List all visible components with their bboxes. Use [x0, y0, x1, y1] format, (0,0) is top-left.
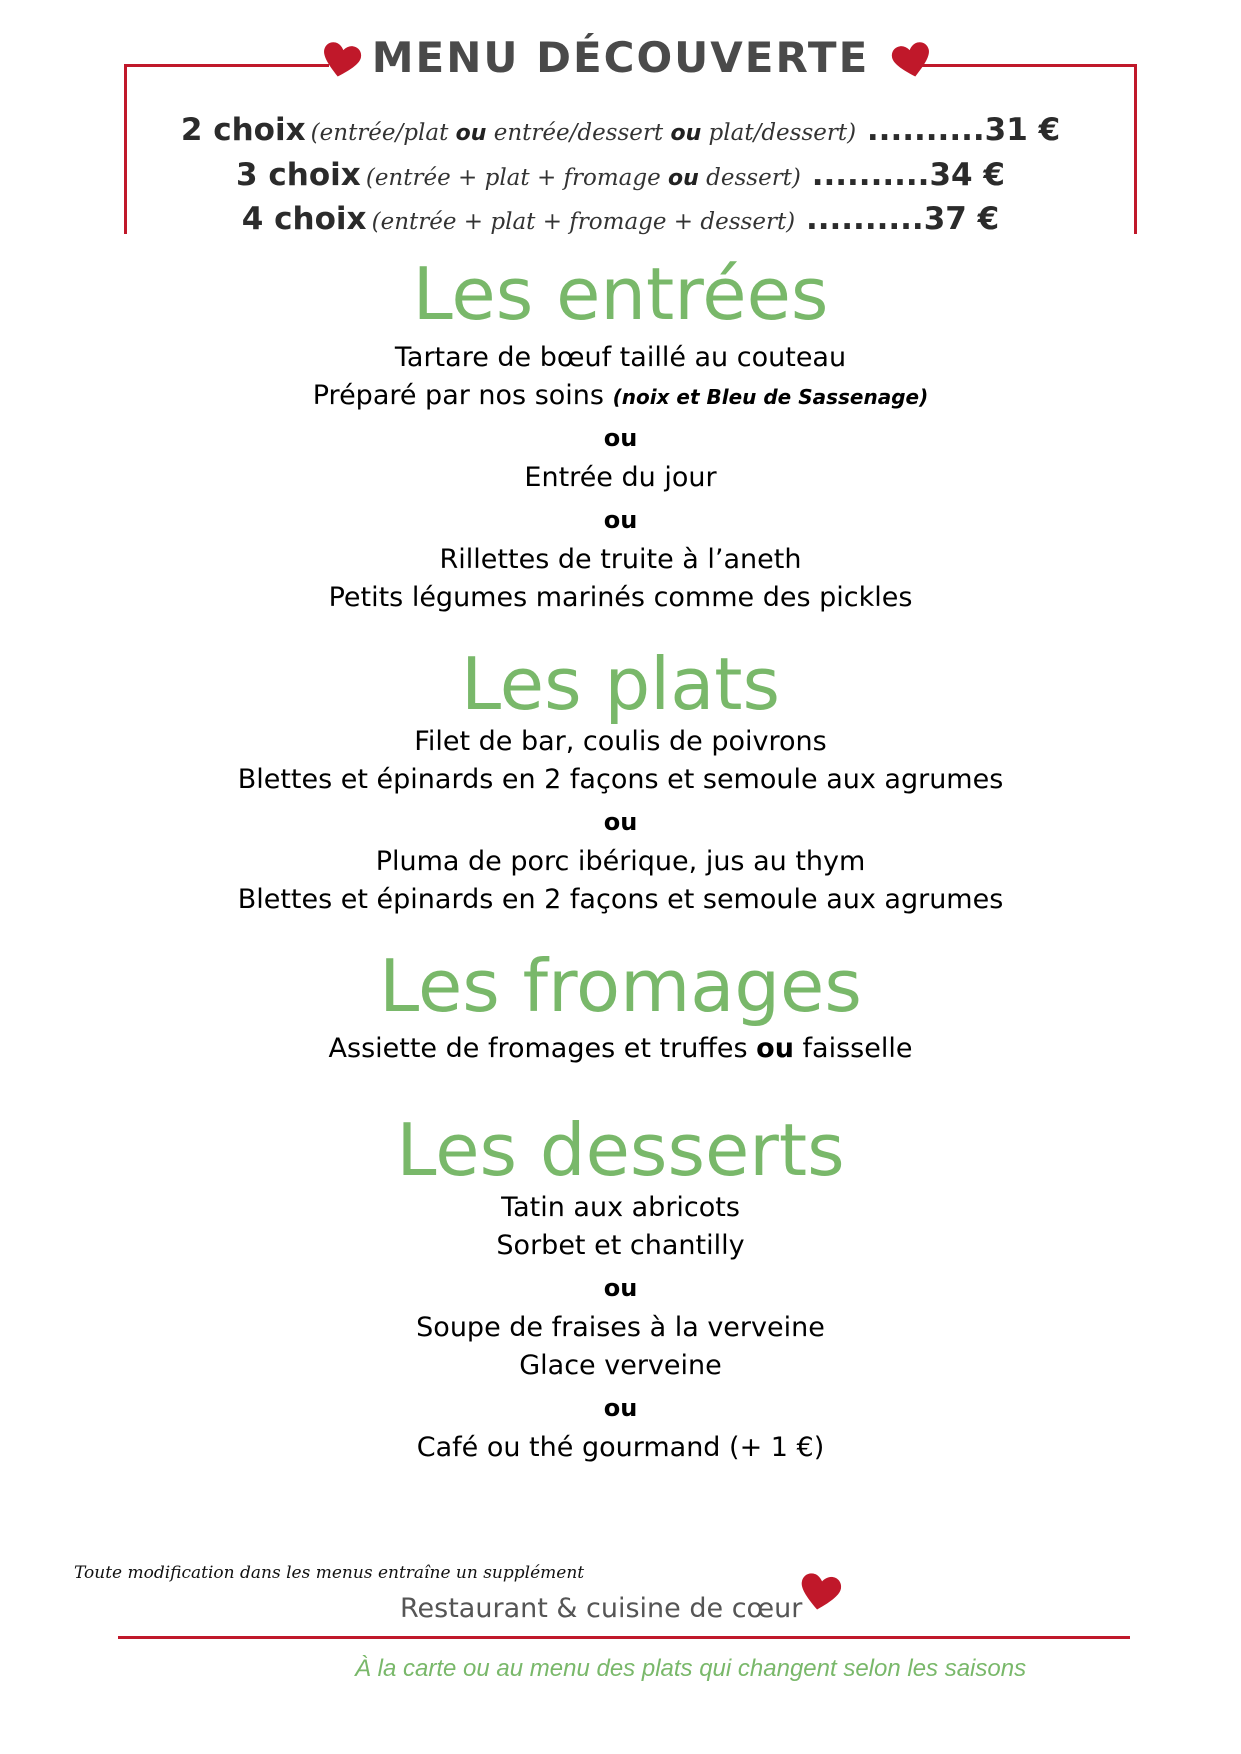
formula-3-choix: [0, 157, 1241, 193]
formula-price: ..........37 €: [795, 201, 1000, 237]
footer-rule: [118, 1636, 1130, 1639]
dish-line: Entrée du jour: [524, 462, 717, 493]
formula-detail: (entrée + plat + fromage: [365, 165, 669, 191]
ou-separator: ou: [603, 424, 638, 452]
section-title-plats: Les plats: [460, 642, 781, 726]
formula-2-choix: [0, 112, 1241, 148]
formula-detail: entrée/dessert: [486, 120, 671, 146]
formula-4-choix: [0, 201, 1241, 237]
section-title-entrees: Les entrées: [412, 252, 829, 336]
ou-separator: ou: [603, 1394, 638, 1422]
dish-line: Rillettes de truite à l’aneth: [439, 544, 802, 575]
formula-detail: (entrée/plat: [310, 120, 456, 146]
footer-brand: Restaurant & cuisine de cœur: [400, 1593, 803, 1624]
footer-note: Toute modification dans les menus entraîne un supplément: [74, 1563, 585, 1583]
ou-separator: ou: [603, 1274, 638, 1302]
dish-line: Blettes et épinards en 2 façons et semoule aux agrumes: [237, 884, 1004, 915]
dish-note: (noix et Bleu de Sassenage): [612, 385, 929, 409]
dish-line: Soupe de fraises à la verveine: [416, 1312, 825, 1343]
heart-icon: [797, 1572, 843, 1614]
ou-separator: ou: [603, 808, 638, 836]
dish-line: [0, 1033, 1241, 1065]
formula-choix: 3 choix: [236, 157, 361, 193]
formula-detail: dessert): [698, 165, 801, 191]
dish-line: Sorbet et chantilly: [496, 1230, 745, 1261]
formula-ou: ou: [668, 166, 699, 191]
formula-choix: 4 choix: [241, 201, 367, 237]
ou-separator: ou: [603, 506, 638, 534]
formula-detail: (entrée + plat + fromage + dessert): [371, 209, 796, 235]
dish-text: Assiette de fromages et truffes: [328, 1033, 757, 1064]
footer-tagline: À la carte ou au menu des plats qui changent selon les saisons: [355, 1655, 1027, 1682]
formula-price: ..........31 €: [856, 112, 1061, 148]
dish-ou: ou: [756, 1033, 794, 1064]
formula-detail: plat/dessert): [701, 120, 857, 146]
formula-choix: 2 choix: [180, 112, 306, 148]
dish-line: Tatin aux abricots: [501, 1192, 740, 1223]
dish-text: faisselle: [793, 1033, 913, 1064]
formula-ou: ou: [670, 121, 702, 146]
dish-line: Pluma de porc ibérique, jus au thym: [375, 846, 866, 877]
dish-line: Petits légumes marinés comme des pickles: [328, 582, 913, 613]
menu-title: MENU DÉCOUVERTE: [371, 33, 870, 82]
formula-price: ..........34 €: [800, 157, 1005, 193]
dish-line: Filet de bar, coulis de poivrons: [414, 726, 827, 757]
dish-line: [0, 380, 1241, 412]
dish-line: Blettes et épinards en 2 façons et semoule aux agrumes: [237, 764, 1004, 795]
section-title-fromages: Les fromages: [379, 944, 862, 1028]
dish-text: Préparé par nos soins: [312, 380, 604, 411]
dish-line: Tartare de bœuf taillé au couteau: [394, 342, 847, 373]
dish-line: Café ou thé gourmand (+ 1 €): [416, 1432, 825, 1463]
dish-line: Glace verveine: [519, 1350, 722, 1381]
section-title-desserts: Les desserts: [396, 1108, 845, 1192]
formula-ou: ou: [455, 121, 487, 146]
